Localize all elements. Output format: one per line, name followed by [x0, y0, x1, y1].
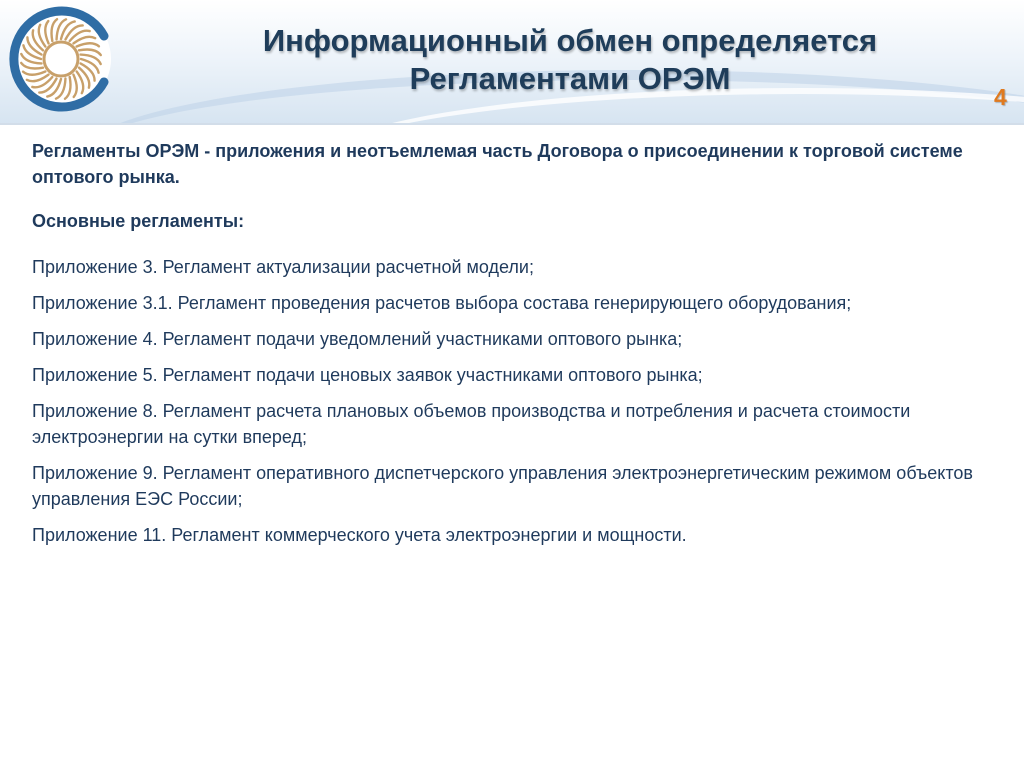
main-regulations-heading: Основные регламенты:	[32, 211, 245, 231]
appendix-item: Приложение 9. Регламент оперативного диспетчерского управления электроэнергетическим режимом объектов управления ЕЭС России;	[32, 463, 973, 509]
slide-title-line-2: Регламентами ОРЭМ	[409, 61, 731, 96]
appendix-item: Приложение 11. Регламент коммерческого учета электроэнергии и мощности.	[32, 525, 687, 545]
appendix-item: Приложение 8. Регламент расчета плановых объемов производства и потребления и расчета стоимости электроэнергии на сутки вперед;	[32, 401, 911, 447]
appendix-item: Приложение 5. Регламент подачи ценовых заявок участниками оптового рынка;	[32, 365, 703, 385]
slide-title	[150, 22, 990, 98]
appendix-item: Приложение 3. Регламент актуализации расчетной модели;	[32, 257, 534, 277]
intro-paragraph: Регламенты ОРЭМ - приложения и неотъемлемая часть Договора о присоединении к торговой системе оптового рынка.	[32, 141, 963, 187]
appendix-item: Приложение 4. Регламент подачи уведомлений участниками оптового рынка;	[32, 329, 683, 349]
header-divider	[0, 123, 1024, 125]
page-number: 4	[994, 84, 1007, 110]
sun-logo-icon	[8, 6, 114, 112]
appendix-item: Приложение 3.1. Регламент проведения расчетов выбора состава генерирующего оборудования;	[32, 293, 852, 313]
slide-content	[32, 138, 992, 558]
slide-title-line-1: Информационный обмен определяется	[262, 23, 878, 58]
